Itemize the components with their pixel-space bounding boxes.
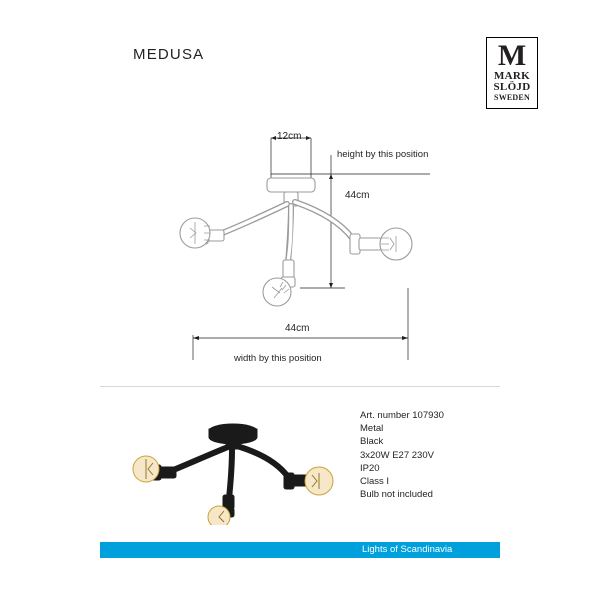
spec-bulb-spec: 3x20W E27 230V: [360, 449, 434, 461]
footer-tagline: Lights of Scandinavia: [362, 544, 453, 555]
height-note-label: height by this position: [337, 149, 429, 160]
spec-art-number: Art. number 107930: [360, 410, 444, 421]
product-photo: [120, 405, 340, 525]
brand-logo: [486, 37, 538, 109]
logo-line-sweden: SWEDEN: [494, 93, 530, 102]
dimension-height-label: 44cm: [345, 190, 370, 201]
logo-line-slojd: SLÖJD: [493, 81, 531, 93]
dimension-top-label: 12cm: [277, 131, 302, 142]
spec-bulb-included: Bulb not included: [360, 489, 433, 501]
spec-list: [360, 409, 444, 501]
page-title: MEDUSA: [133, 46, 205, 63]
spec-ip-rating: IP20: [360, 462, 380, 474]
logo-mark-letter: M: [497, 39, 527, 72]
spec-material: Metal: [360, 423, 384, 435]
section-divider: [100, 386, 500, 387]
technical-drawing-svg: [0, 110, 600, 380]
lamp-outline-illustration: [180, 178, 412, 306]
spec-class: Class I: [360, 476, 390, 488]
logo-line-mark: MARK: [493, 70, 531, 82]
width-note-label: width by this position: [234, 353, 322, 364]
technical-drawing: [0, 110, 600, 380]
spec-color: Black: [360, 436, 384, 448]
product-photo-svg: [120, 405, 340, 525]
dimension-width-label: 44cm: [285, 323, 310, 334]
